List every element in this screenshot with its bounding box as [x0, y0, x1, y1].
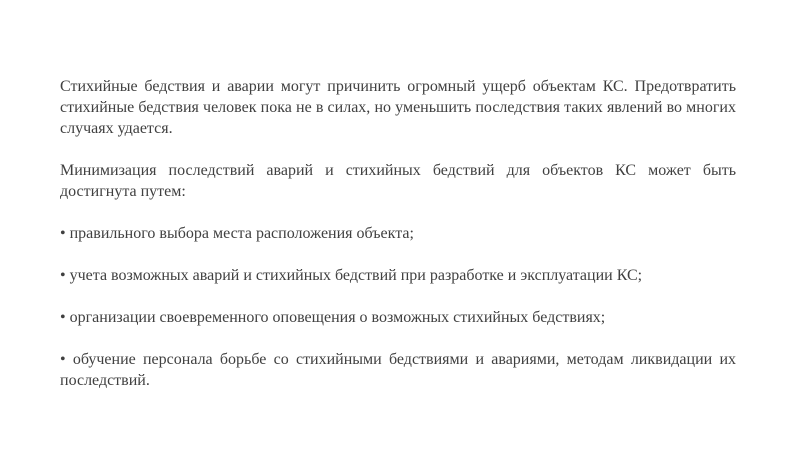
bullet-item-location: • правильного выбора места расположения объекта; [60, 225, 414, 242]
bullet-item-notification: • организации своевременного оповещения о возможных стихийных бедствиях; [60, 309, 606, 326]
intro-paragraph: Стихийные бедствия и аварии могут причинить огромный ущерб объектам КС. Предотвратить стихийные бедствия человек пока не в силах, но уменьшить последствия таких явлений во многих случаях удается. [60, 78, 736, 137]
slide-text-block [60, 76, 736, 391]
bullet-item-accounting: • учета возможных аварий и стихийных бедствий при разработке и эксплуатации КС; [60, 267, 643, 284]
bullet-item-training: • обучение персонала борьбе со стихийными бедствиями и авариями, методам ликвидации их последствий. [60, 351, 736, 389]
minimization-paragraph: Минимизация последствий аварий и стихийных бедствий для объектов КС может быть достигнута путем: [60, 162, 736, 200]
